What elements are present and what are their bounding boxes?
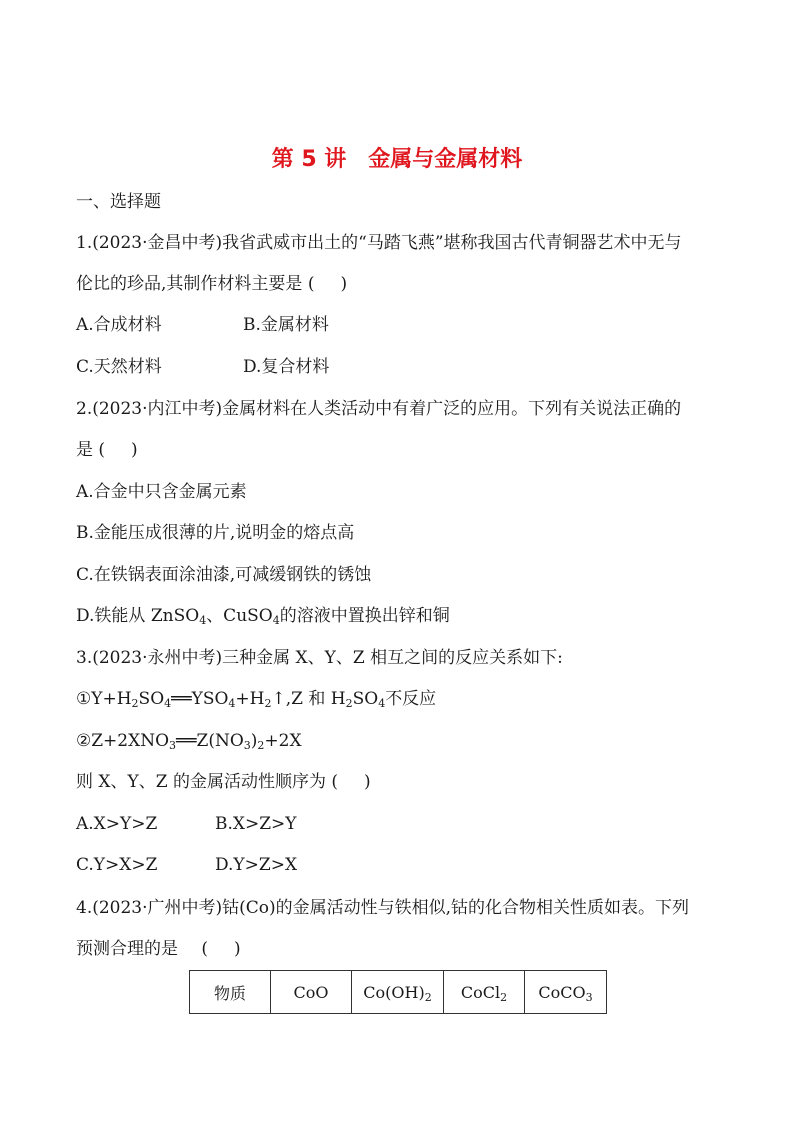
q3-option-c: C.Y>X>Z xyxy=(76,855,158,875)
formula-text: SO xyxy=(138,689,165,709)
q3-answer-paren-close: ) xyxy=(364,772,371,792)
q1-option-d: D.复合材料 xyxy=(243,357,330,377)
subscript: 4 xyxy=(199,614,207,627)
q1-stem-line2 xyxy=(76,273,347,295)
q3-option-b: B.X>Z>Y xyxy=(215,814,297,834)
q2-option-b: B.金能压成很薄的片,说明金的熔点高 xyxy=(76,523,355,543)
q3-answer-paren-open: ( xyxy=(331,772,338,792)
formula-text: CoCl xyxy=(460,982,501,1002)
subscript: 4 xyxy=(378,697,386,710)
q2-option-d xyxy=(76,605,450,627)
table-cell xyxy=(444,971,525,1014)
q2-option-c: C.在铁锅表面涂油漆,可减缓钢铁的锈蚀 xyxy=(76,565,372,585)
table-cell xyxy=(525,971,607,1014)
q4-answer-paren-open: ( xyxy=(201,939,209,959)
q3-option-a: A.X>Y>Z xyxy=(76,814,158,834)
q3-reaction-2 xyxy=(76,730,302,752)
page-title: 第 5 讲 金属与金属材料 xyxy=(271,147,523,172)
subscript: 2 xyxy=(500,990,508,1004)
formula-text: ②Z+2XNO xyxy=(76,731,170,751)
q1-option-a: A.合成材料 xyxy=(76,315,162,335)
q1-stem-line1: 1.(2023·金昌中考)我省武威市出土的“马踏飞燕”堪称我国古代青铜器艺术中无与 xyxy=(76,233,682,253)
q4-answer-paren-close: ) xyxy=(234,939,241,959)
subscript: 2 xyxy=(131,697,139,710)
q3-option-d: D.Y>Z>X xyxy=(215,855,298,875)
formula-text: ①Y+H xyxy=(76,689,132,709)
q2-answer-paren-close: ) xyxy=(131,440,138,460)
q1-answer-paren-close: ) xyxy=(340,274,348,294)
formula-text: SO xyxy=(352,689,379,709)
formula-text: CoCO xyxy=(538,982,586,1002)
q2-option-d-text: D.铁能从 ZnSO xyxy=(76,606,200,626)
q3-stem-text: 则 X、Y、Z 的金属活动性顺序为 xyxy=(76,772,326,792)
subscript: 2 xyxy=(264,697,272,710)
subscript: 3 xyxy=(585,990,593,1004)
subscript: 3 xyxy=(243,739,251,752)
q2-stem-line2 xyxy=(76,439,138,461)
q1-option-b: B.金属材料 xyxy=(243,315,329,335)
formula-text: 不反应 xyxy=(385,689,437,709)
subscript: 4 xyxy=(228,697,236,710)
q2-answer-paren-open: ( xyxy=(98,440,106,460)
q1-stem-text: 伦比的珍品,其制作材料主要是 xyxy=(76,274,303,294)
table-cell xyxy=(352,971,444,1014)
q3-stem-line1: 3.(2023·永州中考)三种金属 X、Y、Z 相互之间的反应关系如下: xyxy=(76,648,563,668)
subscript: 2 xyxy=(345,697,353,710)
q2-stem-text: 是 xyxy=(76,440,93,460)
q4-stem-line1: 4.(2023·广州中考)钴(Co)的金属活动性与铁相似,钴的化合物相关性质如表。下列 xyxy=(76,898,690,918)
section-heading: 一、选择题 xyxy=(76,192,161,212)
subscript: 2 xyxy=(257,739,265,752)
cobalt-compounds-table xyxy=(189,970,607,1014)
formula-text: +H xyxy=(235,689,265,709)
table-row xyxy=(190,971,607,1014)
formula-text: ↑,Z 和 H xyxy=(271,689,346,709)
formula-text: ══Z(NO xyxy=(176,731,244,751)
q4-stem-line2 xyxy=(76,938,241,960)
table-cell: 物质 xyxy=(190,971,271,1014)
subscript: 4 xyxy=(272,614,280,627)
formula-text: ══YSO xyxy=(171,689,229,709)
q2-option-d-text: 的溶液中置换出锌和铜 xyxy=(279,606,450,626)
q3-reaction-1 xyxy=(76,688,436,710)
table-cell: CoO xyxy=(271,971,352,1014)
q2-option-d-text: 、CuSO xyxy=(206,606,273,626)
q2-stem-line1: 2.(2023·内江中考)金属材料在人类活动中有着广泛的应用。下列有关说法正确的 xyxy=(76,399,682,419)
subscript: 3 xyxy=(169,739,177,752)
formula-text: Co(OH) xyxy=(363,982,425,1002)
formula-text: ) xyxy=(250,731,258,751)
q1-answer-paren-open: ( xyxy=(307,274,315,294)
q4-stem-text: 预测合理的是 xyxy=(76,939,178,959)
q1-option-c: C.天然材料 xyxy=(76,357,162,377)
q2-option-a: A.合金中只含金属元素 xyxy=(76,482,247,502)
subscript: 4 xyxy=(164,697,172,710)
formula-text: +2X xyxy=(264,731,302,751)
subscript: 2 xyxy=(424,990,432,1004)
q3-stem-line4 xyxy=(76,771,371,793)
